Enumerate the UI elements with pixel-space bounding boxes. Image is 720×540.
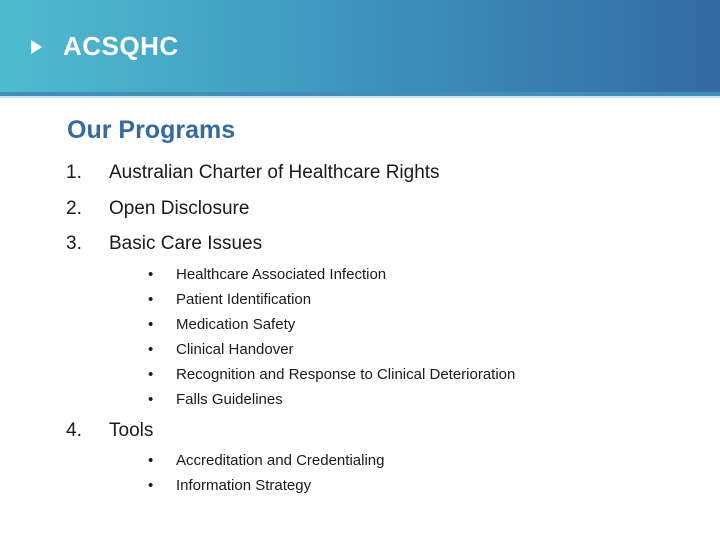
bullet-icon: • <box>148 291 154 308</box>
bullet-icon: • <box>148 366 154 383</box>
program-number: 2. <box>66 198 82 219</box>
subitem: Clinical Handover <box>176 341 294 358</box>
subitem: Accreditation and Credentialing <box>176 452 385 469</box>
subitem: Healthcare Associated Infection <box>176 266 387 283</box>
program-number: 1. <box>66 162 82 183</box>
bullet-icon: • <box>148 477 154 494</box>
play-triangle-icon <box>31 40 42 54</box>
program-number: 4. <box>66 420 82 441</box>
program-label: Basic Care Issues <box>109 233 263 254</box>
bullet-icon: • <box>148 341 154 358</box>
subitem: Information Strategy <box>176 477 312 494</box>
program-label: Australian Charter of Healthcare Rights <box>109 162 440 183</box>
bullet-icon: • <box>148 452 154 469</box>
program-label: Tools <box>109 420 154 441</box>
program-label: Open Disclosure <box>109 198 250 219</box>
subitem: Medication Safety <box>176 316 296 333</box>
program-number: 3. <box>66 233 82 254</box>
header-title: ACSQHC <box>63 31 179 61</box>
bullet-icon: • <box>148 316 154 333</box>
bullet-icon: • <box>148 391 154 408</box>
bullet-icon: • <box>148 266 154 283</box>
section-title: Our Programs <box>67 116 236 144</box>
subitem: Falls Guidelines <box>176 391 283 408</box>
subitem: Recognition and Response to Clinical Deterioration <box>176 366 516 383</box>
subitem: Patient Identification <box>176 291 312 308</box>
header-divider-light <box>0 96 720 98</box>
